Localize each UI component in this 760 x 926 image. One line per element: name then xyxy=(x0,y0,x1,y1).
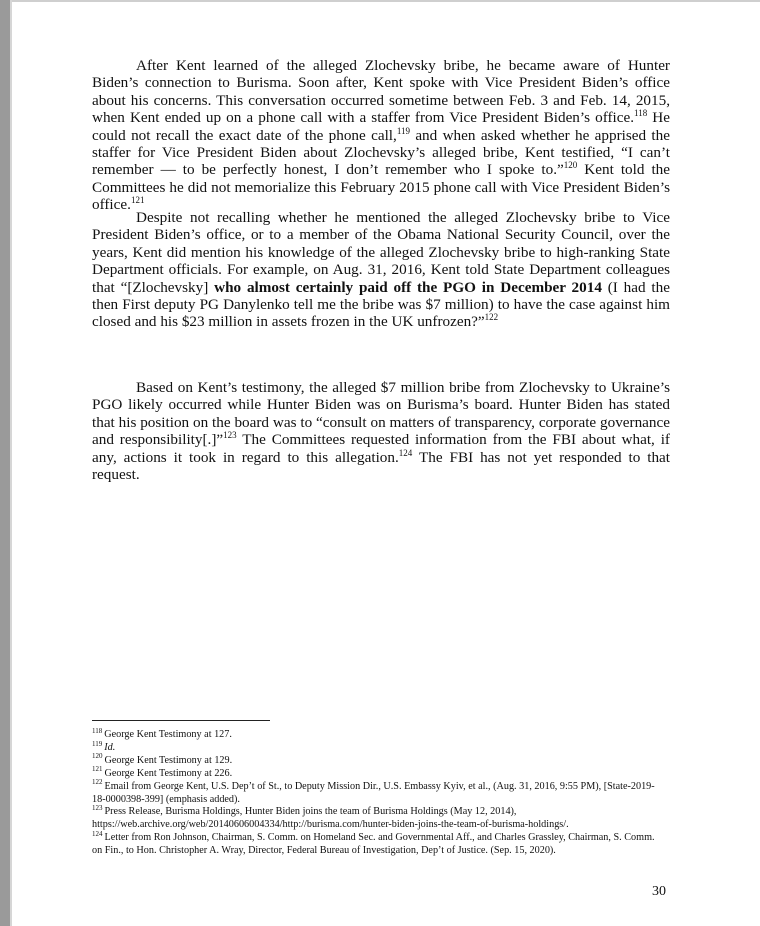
p1-text-3: and when asked whether he apprised the staffer for Vice President Biden about Zlochevsky’s alleged bribe, Kent testified, “I can’t remember — to be perfectly honest, I don’t remember who I spoke to.” xyxy=(92,126,670,179)
p3-text-1: Based on Kent’s testimony, the alleged $7 million bribe from Zlochevsky to Ukraine’s PGO likely occurred while Hunter Biden was on Burisma’s board. Hunter Biden has stated that his position on the board was to “consult on matters of transparency, corporate governance and responsibility[.]” xyxy=(92,379,670,449)
footnote-text: George Kent Testimony at 129. xyxy=(104,754,233,766)
footnote-ref-124: 124 xyxy=(398,447,413,458)
footnote-number: 120 xyxy=(92,752,103,761)
footnote-ref-123: 123 xyxy=(223,430,237,441)
p2-text-1: Despite not recalling whether he mentioned the alleged Zlochevsky bribe to Vice President Biden’s office, or to a member of the Obama National Security Council, over the years, Kent did mention his knowledge of the alleged Zlochevsky bribe to high-ranking State Department officials. For example, on Aug. 31, 2016, Kent told State Department colleagues that “[Zlochevsky] xyxy=(92,209,670,296)
p2-bold-quote: who almost certainly paid off the PGO in December 2014 xyxy=(214,278,602,296)
footnote-text: George Kent Testimony at 226. xyxy=(104,767,233,779)
paragraph-kent-phone-call xyxy=(92,57,670,214)
footnote-ref-118: 118 xyxy=(634,108,648,119)
footnote-number: 124 xyxy=(92,829,103,838)
footnote-number: 123 xyxy=(92,804,103,813)
footnote-separator xyxy=(92,720,270,721)
footnote-ref-122: 122 xyxy=(484,312,499,323)
p1-text-1: After Kent learned of the alleged Zlochevsky bribe, he became aware of Hunter Biden’s connection to Burisma. Soon after, Kent spoke with Vice President Biden’s office about his concerns. This conversation occurred sometime between Feb. 3 and Feb. 14, 2015, when Kent ended up on a phone call with a staffer from Vice President Biden’s office. xyxy=(92,57,670,127)
footnote-text: George Kent Testimony at 127. xyxy=(104,729,232,740)
footnote xyxy=(92,806,662,832)
page-left-edge xyxy=(0,0,10,926)
footnote xyxy=(92,829,662,858)
p1-text-4: Kent told the Committees he did not memorialize this February 2015 phone call with Vice President Biden’s office. xyxy=(92,161,671,214)
footnotes xyxy=(92,726,662,858)
paragraph-state-department xyxy=(92,209,670,331)
footnote-ref-119: 119 xyxy=(396,125,410,136)
footnote-text: Letter from Ron Johnson, Chairman, S. Comm. on Homeland Sec. and Governmental Aff., and Charles Grassley, Chairman, S. Comm. on Fin., to Hon. Christopher A. Wray, Director, Federal Bureau of Investigation, Dep’t of Justice. (Sep. 15, 2020). xyxy=(92,832,655,857)
footnote-text: Id. xyxy=(104,741,116,753)
p3-text-2: The Committees requested information from the FBI about what, if any, actions it took in regard to this allegation. xyxy=(92,431,670,466)
p3-text-3: The FBI has not yet responded to that request. xyxy=(92,448,671,484)
footnote-number: 119 xyxy=(92,739,103,748)
footnote xyxy=(92,739,662,755)
section-heading-conclusion xyxy=(114,346,138,364)
footnote-ref-121: 121 xyxy=(130,195,145,206)
p1-text-2: He could not recall the exact date of the phone call, xyxy=(92,109,670,144)
footnote xyxy=(92,778,662,807)
page-left-edge-shadow xyxy=(10,0,12,926)
footnote xyxy=(92,765,662,781)
footnote-text: Press Release, Burisma Holdings, Hunter Biden joins the team of Burisma Holdings (May 12, 2014), https://web.archive.org/web/20140606004334/http://burisma.com/hunter-biden-joins-the-team-of-burisma-holdings/. xyxy=(92,806,569,831)
page-number: 30 xyxy=(652,884,666,899)
p2-text-2: (I had the then First deputy PG Danylenko tell me the bribe was $7 million) to have the case against him closed and his $23 million in assets frozen in the UK unfrozen?” xyxy=(92,278,670,331)
footnote xyxy=(92,726,662,742)
footnote-number: 118 xyxy=(92,726,103,735)
paragraph-conclusion xyxy=(92,379,670,483)
footnote-text: Email from George Kent, U.S. Dep’t of St., to Deputy Mission Dir., U.S. Embassy Kyiv, et al., (Aug. 31, 2016, 9:55 PM), [State-2019-18-0000398-399] (emphasis added). xyxy=(92,780,655,805)
footnote-number: 122 xyxy=(92,778,103,787)
page-top-edge xyxy=(0,0,760,2)
footnote-ref-120: 120 xyxy=(563,160,578,171)
footnote-number: 121 xyxy=(92,765,103,774)
footnote xyxy=(92,752,662,768)
